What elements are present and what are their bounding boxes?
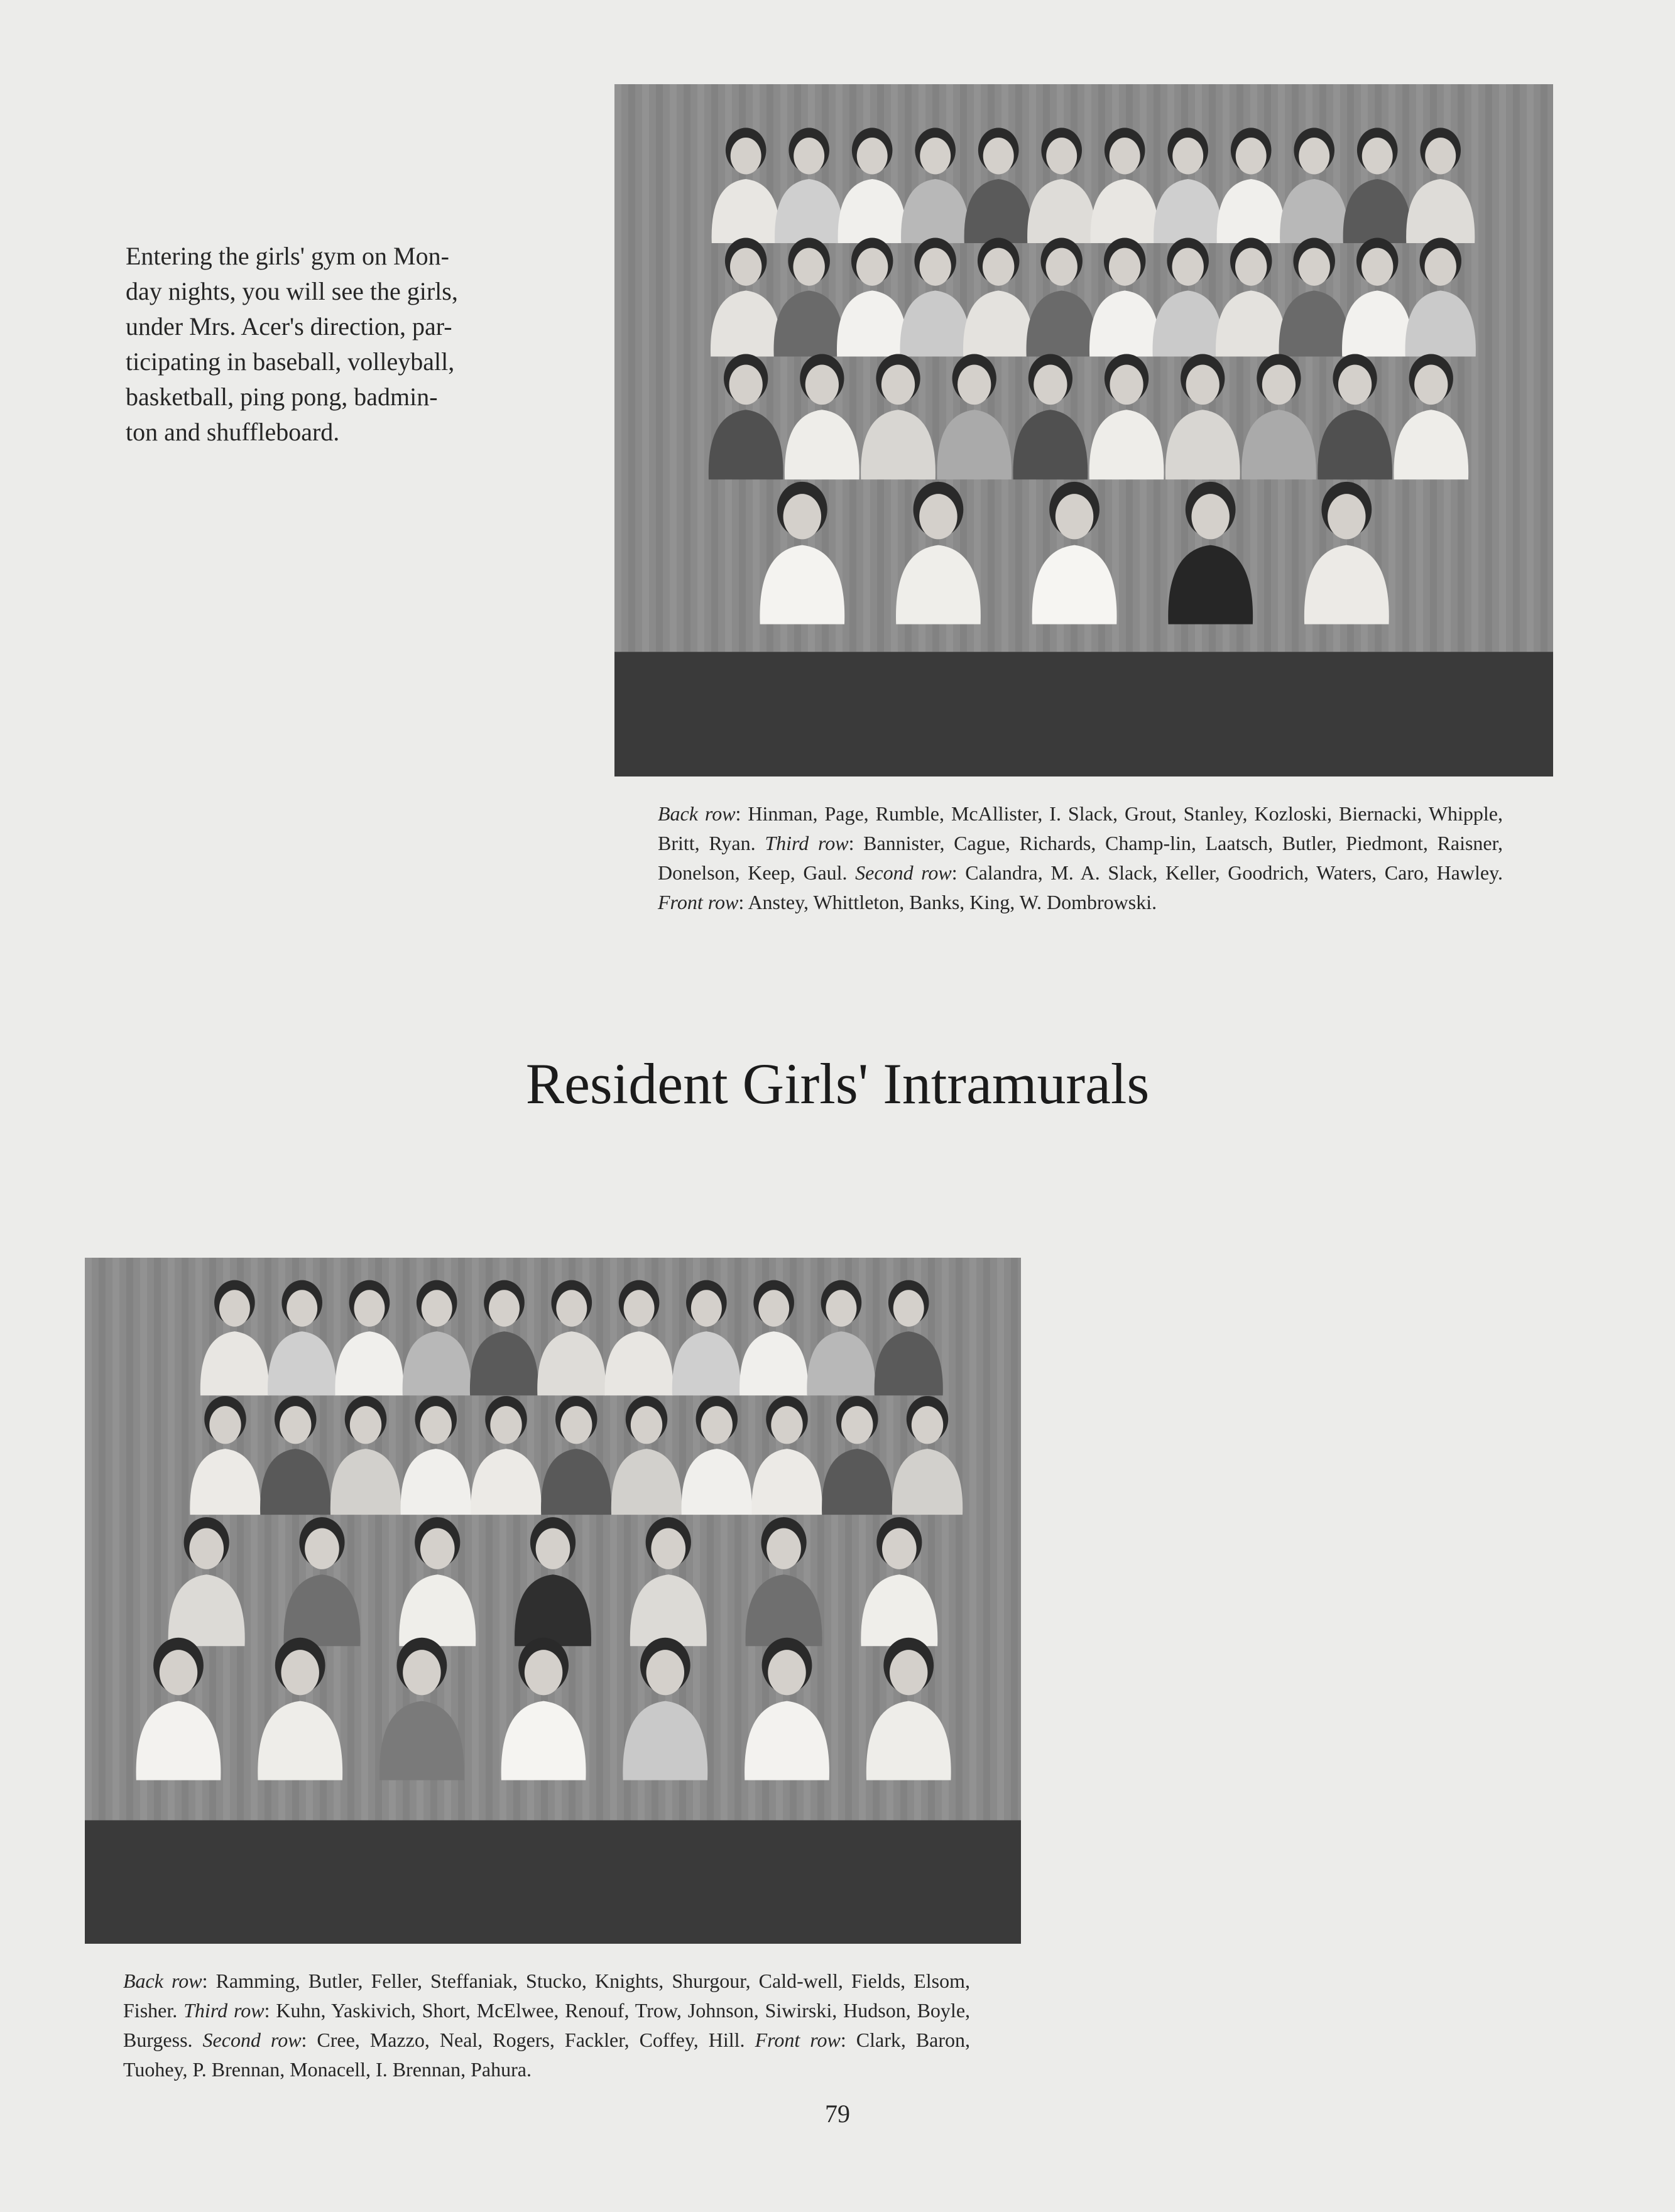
person-face [1172, 138, 1203, 174]
person-face [857, 138, 888, 174]
person-face [490, 1406, 521, 1444]
person-face [286, 1290, 317, 1326]
person-face [881, 364, 915, 405]
team-photo-bottom [85, 1258, 1021, 1944]
person-face [841, 1406, 873, 1444]
person-face [420, 1528, 455, 1569]
person-face [209, 1406, 241, 1444]
person-face [1045, 248, 1077, 286]
person-face [1235, 248, 1267, 286]
person-face [1425, 138, 1456, 174]
person-face [624, 1290, 655, 1326]
intro-paragraph: Entering the girls' gym on Mon- day nights, you will see the girls, under Mrs. Acer's direction, par- ticipating in baseball, volleyball, basketball, ping pong, badmin- ton and shuffleboard. [126, 242, 458, 446]
person-face [793, 248, 824, 286]
person-face [1236, 138, 1267, 174]
caption-row-label: Third row [183, 1999, 265, 2022]
caption-row-label: Back row [123, 1970, 202, 1992]
person-face [556, 1290, 587, 1326]
person-face [890, 1650, 927, 1695]
person-face [783, 494, 821, 539]
person-face [882, 1528, 917, 1569]
person-face [1299, 138, 1329, 174]
person-face [701, 1406, 733, 1444]
person-face [560, 1406, 592, 1444]
person-face [403, 1650, 440, 1695]
caption-names: : Hinman, Page, Rumble, McAllister, I. Slack, Grout, Stanley, Kozloski, Biernacki, Whipple, Britt, Ryan. [658, 802, 1503, 854]
caption-row-label: Third row [765, 832, 849, 854]
person-face [794, 138, 824, 174]
caption-row-label: Second row [855, 861, 952, 884]
person-face [651, 1528, 685, 1569]
caption-names: : Cree, Mazzo, Neal, Rogers, Fackler, Coffey, Hill. [301, 2029, 755, 2051]
person-face [631, 1406, 662, 1444]
caption-names: : Calandra, M. A. Slack, Keller, Goodrich, Waters, Caro, Hawley. [951, 861, 1503, 884]
person-face [160, 1650, 197, 1695]
person-face [1110, 138, 1140, 174]
person-face [1362, 138, 1393, 174]
person-face [1361, 248, 1393, 286]
person-face [767, 1528, 801, 1569]
group-photo-image [85, 1258, 1021, 1944]
person-face [920, 138, 951, 174]
person-face [281, 1650, 319, 1695]
caption-names: : Bannister, Cague, Richards, Champ-lin, Laatsch, Butler, Piedmont, Raisner, Donelson, Keep, Gaul. [658, 832, 1503, 884]
person-face [731, 138, 761, 174]
person-face [1338, 364, 1372, 405]
photo-caption-top [658, 799, 1503, 917]
caption-names: : Ramming, Butler, Feller, Steffaniak, Stucko, Knights, Shurgour, Cald-well, Fields, Elsom, Fisher. [123, 1970, 971, 2022]
caption-row-label: Front row [658, 891, 739, 913]
person-face [536, 1528, 570, 1569]
person-face [730, 248, 761, 286]
person-face [1425, 248, 1456, 286]
person-face [1172, 248, 1203, 286]
caption-names: : Clark, Baron, Tuohey, P. Brennan, Monacell, I. Brennan, Pahura. [123, 2029, 971, 2081]
person-face [729, 364, 763, 405]
team-photo-top [614, 84, 1553, 776]
caption-names: : Anstey, Whittleton, Banks, King, W. Dombrowski. [738, 891, 1157, 913]
person-face [1191, 494, 1229, 539]
person-face [647, 1650, 684, 1695]
person-face [422, 1290, 452, 1326]
person-face [912, 1406, 943, 1444]
person-face [691, 1290, 722, 1326]
person-face [1034, 364, 1067, 405]
page-number: 79 [825, 2100, 850, 2128]
person-face [768, 1650, 805, 1695]
person-face [771, 1406, 802, 1444]
person-face [893, 1290, 924, 1326]
person-face [826, 1290, 856, 1326]
person-face [1109, 248, 1140, 286]
person-face [919, 494, 957, 539]
person-face [350, 1406, 381, 1444]
person-face [420, 1406, 452, 1444]
person-face [805, 364, 839, 405]
person-face [1186, 364, 1219, 405]
person-face [919, 248, 951, 286]
caption-names: : Kuhn, Yaskivich, Short, McElwee, Renouf, Trow, Johnson, Siwirski, Hudson, Boyle, Burgess. [123, 1999, 971, 2051]
person-face [354, 1290, 385, 1326]
caption-row-label: Second row [202, 2029, 302, 2051]
person-face [280, 1406, 311, 1444]
person-face [219, 1290, 250, 1326]
caption-row-label: Front row [755, 2029, 841, 2051]
person-face [983, 248, 1014, 286]
person-face [1046, 138, 1077, 174]
person-face [758, 1290, 789, 1326]
person-face [856, 248, 888, 286]
person-face [305, 1528, 339, 1569]
person-face [525, 1650, 562, 1695]
caption-row-label: Back row [658, 802, 736, 825]
person-face [489, 1290, 520, 1326]
photo-caption-bottom [123, 1966, 970, 2084]
person-face [1414, 364, 1448, 405]
person-face [1299, 248, 1330, 286]
person-face [1110, 364, 1143, 405]
group-photo-image [614, 84, 1553, 776]
person-face [983, 138, 1014, 174]
person-face [189, 1528, 224, 1569]
person-face [958, 364, 991, 405]
person-face [1328, 494, 1365, 539]
person-face [1262, 364, 1296, 405]
page-title: Resident Girls' Intramurals [525, 1052, 1150, 1116]
person-face [1056, 494, 1093, 539]
